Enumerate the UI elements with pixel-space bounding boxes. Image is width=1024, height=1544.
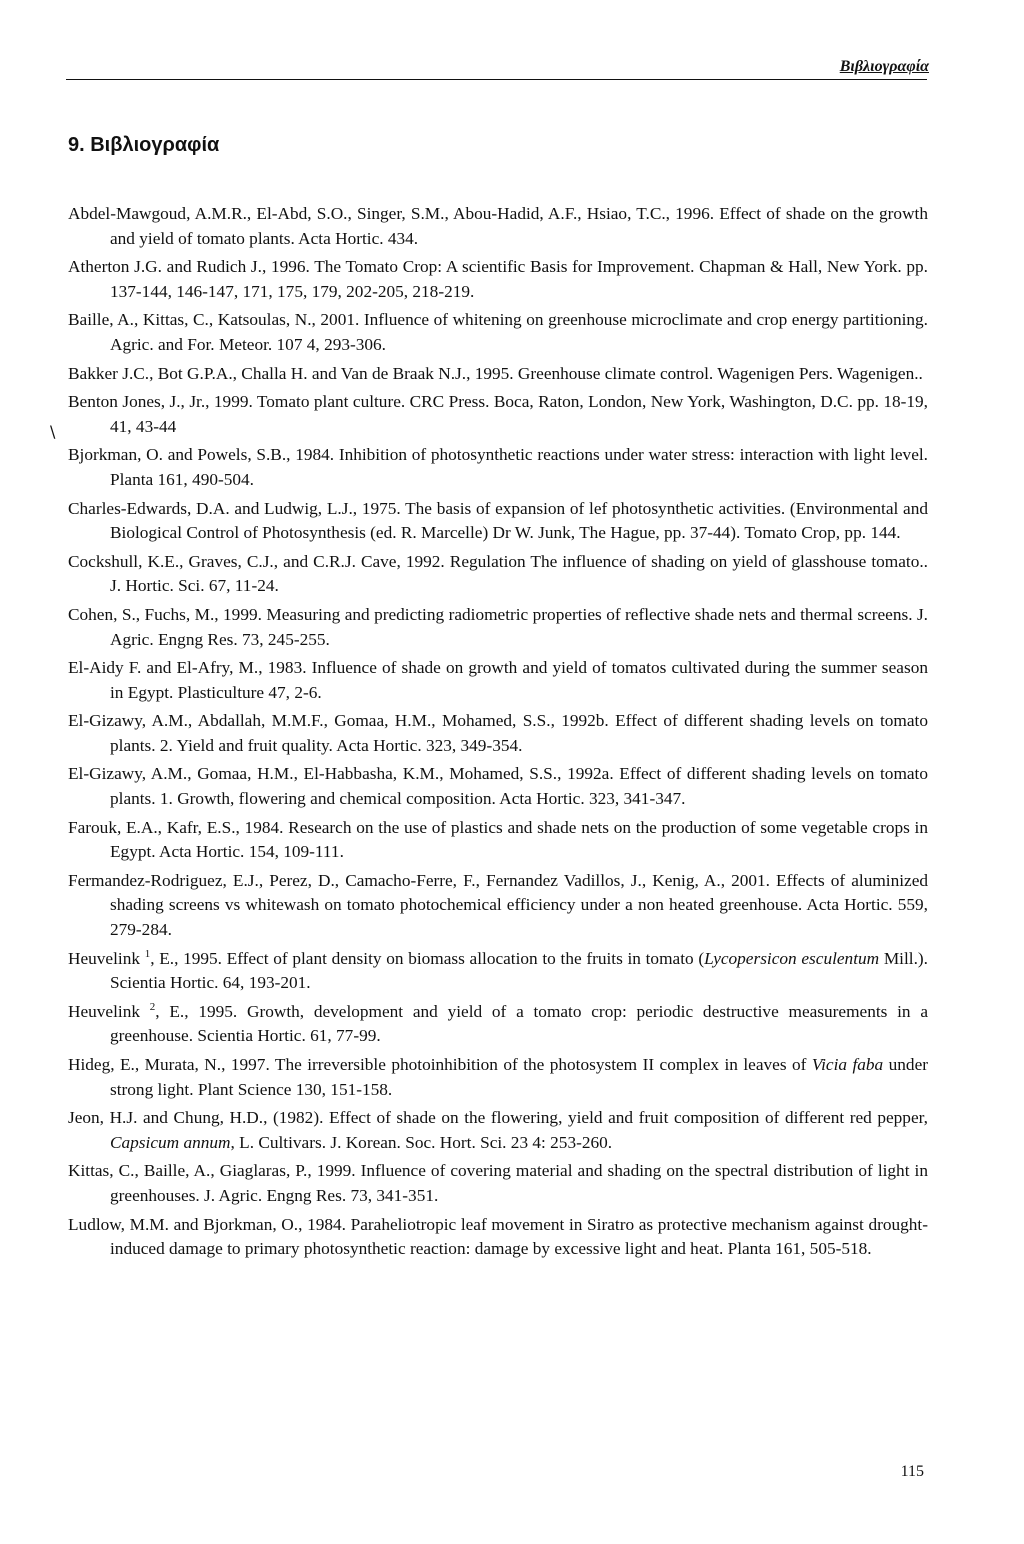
reference-entry xyxy=(68,869,928,943)
reference-entry xyxy=(68,1213,928,1262)
reference-pre: El-Aidy F. and El-Afry, M., 1983. Influence of shade on growth and yield of tomatos cultivated during the summer season in Egypt. Plasticulture 47, 2-6. xyxy=(68,658,928,702)
reference-entry xyxy=(68,816,928,865)
reference-pre: Abdel-Mawgoud, A.M.R., El-Abd, S.O., Singer, S.M., Abou-Hadid, A.F., Hsiao, T.C., 1996. Effect of shade on the growth and yield of tomato plants. Acta Hortic. 434. xyxy=(68,204,928,248)
reference-pre: El-Gizawy, A.M., Abdallah, M.M.F., Gomaa, H.M., Mohamed, S.S., 1992b. Effect of different shading levels on tomato plants. 2. Yield and fruit quality. Acta Hortic. 323, 349-354. xyxy=(68,711,928,755)
reference-sup: 1 xyxy=(144,947,151,960)
reference-entry xyxy=(68,1000,928,1049)
reference-entry xyxy=(68,947,928,996)
reference-pre: Benton Jones, J., Jr., 1999. Tomato plant culture. CRC Press. Boca, Raton, London, New York, Washington, D.C. pp. 18-19, 41, 43-44 xyxy=(68,392,928,436)
reference-pre: Heuvelink xyxy=(68,948,145,968)
reference-pre: Heuvelink xyxy=(68,1001,150,1021)
reference-pre: Jeon, H.J. and Chung, H.D., (1982). Effect of shade on the flowering, yield and fruit composition of different red pepper, xyxy=(68,1108,928,1128)
reference-post: Mill.). Scientia Hortic. 64, 193-201. xyxy=(110,948,928,993)
reference-sup: 2 xyxy=(149,1001,156,1014)
reference-entry xyxy=(68,550,928,599)
reference-entry xyxy=(68,308,928,357)
reference-entry xyxy=(68,762,928,811)
page-number: 115 xyxy=(900,1463,924,1480)
reference-pre: Atherton J.G. and Rudich J., 1996. The Tomato Crop: A scientific Basis for Improvement. Chapman & Hall, New York. pp. 137-144, 146-147, 171, 175, 179, 202-205, 218-219. xyxy=(68,257,928,301)
reference-pre: Hideg, E., Murata, N., 1997. The irreversible photoinhibition of the photosystem II complex in leaves of xyxy=(68,1055,812,1074)
reference-entry xyxy=(68,255,928,304)
reference-entry xyxy=(68,603,928,652)
reference-entry xyxy=(68,709,928,758)
reference-entry xyxy=(68,1106,928,1155)
header-rule xyxy=(66,79,927,80)
reference-entry xyxy=(68,1159,928,1208)
reference-pre: Cockshull, K.E., Graves, C.J., and C.R.J. Cave, 1992. Regulation The influence of shading on yield of glasshouse tomato.. J. Hortic. Sci. 67, 11-24. xyxy=(68,551,928,596)
reference-entry xyxy=(68,656,928,705)
reference-pre: Charles-Edwards, D.A. and Ludwig, L.J., 1975. The basis of expansion of lef photosynthetic activities. (Environmental and Biological Control of Photosynthesis (ed. R. Marcelle) Dr W. Junk, The Hague, pp. 37-44). Tomato Crop, pp. 144. xyxy=(68,498,928,543)
reference-entry xyxy=(68,497,928,546)
section-title: 9. Βιβλιογραφία xyxy=(68,134,220,156)
reference-list xyxy=(68,202,928,1266)
reference-pre: Cohen, S., Fuchs, M., 1999. Measuring and predicting radiometric properties of reflective shade nets and thermal screens. J. Agric. Engng Res. 73, 245-255. xyxy=(68,604,928,649)
reference-pre: Ludlow, M.M. and Bjorkman, O., 1984. Paraheliotropic leaf movement in Siratro as protective mechanism against drought-induced damage to primary photosynthetic reaction: damage by excessive light and heat. Planta 161, 505-518. xyxy=(68,1214,928,1259)
reference-em: Capsicum annum xyxy=(110,1132,231,1152)
running-header: Βιβλιογραφία xyxy=(839,58,929,75)
reference-pre: Baille, A., Kittas, C., Katsoulas, N., 2001. Influence of whitening on greenhouse microclimate and crop energy partitioning. Agric. and For. Meteor. 107 4, 293-306. xyxy=(68,310,928,354)
reference-em: Lycopersicon esculentum xyxy=(704,948,880,968)
reference-em: Vicia faba xyxy=(811,1055,884,1074)
reference-post: under strong light. Plant Science 130, 151-158. xyxy=(110,1055,928,1099)
reference-entry xyxy=(68,202,928,251)
reference-pre: El-Gizawy, A.M., Gomaa, H.M., El-Habbasha, K.M., Mohamed, S.S., 1992a. Effect of different shading levels on tomato plants. 1. Growth, flowering and chemical composition. Acta Hortic. 323, 341-347. xyxy=(68,764,928,809)
reference-mid: , E., 1995. Effect of plant density on biomass allocation to the fruits in tomato ( xyxy=(150,948,705,968)
reference-pre: Kittas, C., Baille, A., Giaglaras, P., 1999. Influence of covering material and shading on the spectral distribution of light in greenhouses. J. Agric. Engng Res. 73, 341-351. xyxy=(68,1161,928,1205)
reference-entry xyxy=(68,443,928,492)
reference-post: , L. Cultivars. J. Korean. Soc. Hort. Sci. 23 4: 253-260. xyxy=(230,1132,613,1152)
reference-mid: , E., 1995. Growth, development and yield of a tomato crop: periodic destructive measurements in a greenhouse. Scientia Hortic. 61, 77-99. xyxy=(110,1001,929,1046)
reference-pre: Bjorkman, O. and Powels, S.B., 1984. Inhibition of photosynthetic reactions under water stress: interaction with light level. Planta 161, 490-504. xyxy=(68,445,928,489)
reference-entry xyxy=(68,390,928,439)
margin-mark: \ xyxy=(50,422,56,441)
reference-pre: Fermandez-Rodriguez, E.J., Perez, D., Camacho-Ferre, F., Fernandez Vadillos, J., Kenig, A., 2001. Effects of aluminized shading screens vs whitewash on tomato photochemical efficiency under a non heated greenhouse. Acta Hortic. 559, 279-284. xyxy=(68,870,928,940)
reference-pre: Bakker J.C., Bot G.P.A., Challa H. and Van de Braak N.J., 1995. Greenhouse climate control. Wagenigen Pers. Wagenigen.. xyxy=(68,363,923,383)
reference-entry xyxy=(68,1053,928,1102)
reference-entry xyxy=(68,362,928,387)
reference-pre: Farouk, E.A., Kafr, E.S., 1984. Research on the use of plastics and shade nets on the production of some vegetable crops in Egypt. Acta Hortic. 154, 109-111. xyxy=(68,817,928,862)
